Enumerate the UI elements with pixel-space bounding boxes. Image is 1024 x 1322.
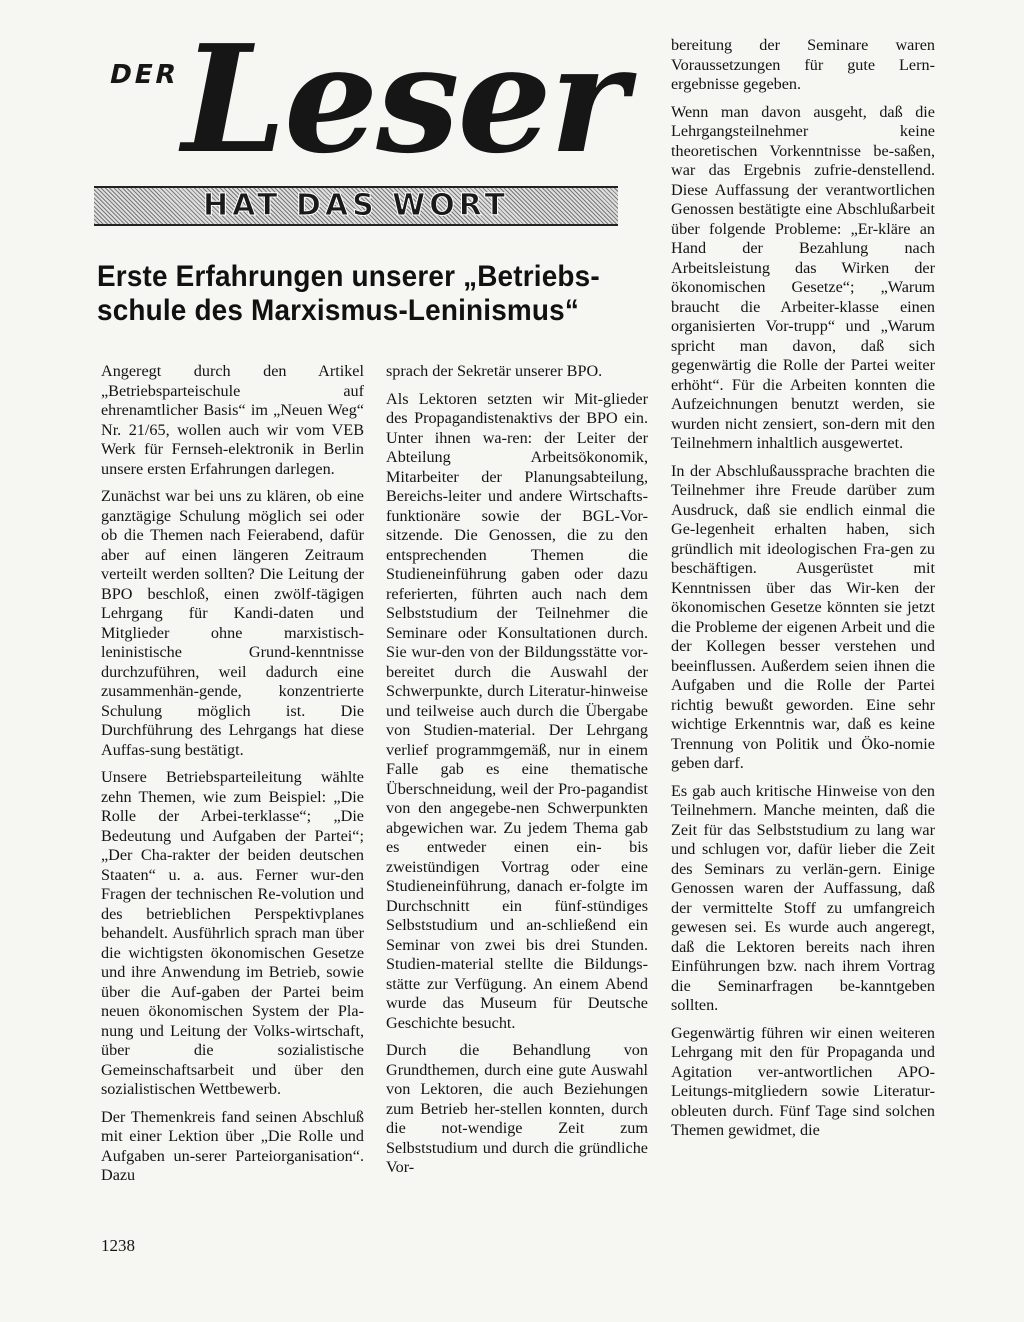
paragraph: Unsere Betriebsparteileitung wählte zehn Themen, wie zum Beispiel: „Die Rolle der Arbei-terklasse“; „Die Bedeutung und Aufgaben der Partei“; „Der Cha-rakter der beiden deutschen Staaten“ u. a. aus. Ferner wur-den Fragen der technischen Re-volution und des betrieblichen Perspektivplanes behandelt. Ausführlich sprach man über die wichtigsten ökonomischen Gesetze und ihre Anwendung im Betrieb, sowie über die Auf-gaben der Partei beim neuen ökonomischen System der Pla-nung und Leitung der Volks-wirtschaft, über die sozialistische Gemeinschaftsarbeit und über den sozialistischen Wettbewerb. — [101, 768, 364, 1098]
masthead-title: Leser — [182, 12, 626, 186]
masthead-prefix: DER — [106, 60, 182, 90]
paragraph: bereitung der Seminare waren Voraussetzungen für gute Lern-ergebnisse gegeben. — [671, 36, 935, 93]
paragraph: sprach der Sekretär unserer BPO. — [386, 362, 603, 380]
page-number: 1238 — [101, 1236, 135, 1255]
paragraph: Zunächst war bei uns zu klären, ob eine ganztägige Schulung möglich sei oder ob die Themen nach Feierabend, dafür aber auf einen längeren Zeitraum verteilt werden sollten? Die Leitung der BPO beschloß, einen zwölf-tägigen Lehrgang für Kandi-daten und Mitglieder ohne marxistisch-leninistische Grund-kenntnisse durchzuführen, weil dadurch eine zusammenhän-gende, konzentrierte Schulung möglich ist. Die Durchführung des Lehrgangs hat diese Auffas-sung bestätigt. — [101, 487, 364, 759]
paragraph: Angeregt durch den Artikel „Betriebsparteischule auf ehrenamtlicher Basis“ im „Neuen Weg“ Nr. 21/65, wollen auch wir vom VEB Werk für Fernseh-elektronik in Berlin unsere ersten Erfahrungen darlegen. — [101, 362, 364, 478]
column-middle — [386, 362, 648, 1178]
paragraph: In der Abschlußaussprache brachten die Teilnehmer ihre Freude darüber zum Ausdruck, daß sie endlich einmal die Ge-legenheit erhalten haben, sich gründlich mit ideologischen Fra-gen zu beschäftigen. Ausgerüstet mit Kenntnissen über das Wir-ken der ökonomischen Gesetze könnten sie jetzt die Probleme der eigenen Arbeit und die der Kollegen besser verstehen und beeinflussen. Außerdem seien ihnen die Aufgaben und die Rolle der Partei richtig bewußt geworden. Eine sehr wichtige Erkenntnis war, daß es keine Trennung von Politik und Öko-nomie geben darf. — [671, 461, 935, 772]
masthead-logo — [92, 12, 626, 234]
paragraph: Es gab auch kritische Hinweise von den Teilnehmern. Manche meinten, daß die Zeit für das Selbststudium zu lang war und schlugen vor, dafür lieber die Zeit des Seminars zu verlän-gern. Einige Genossen waren der Auffassung, daß der vermittelte Stoff zu umfangreich gewesen sei. Es wurde auch angeregt, daß die Lektoren bereits nach ihren Einführungen bzw. nach ihrem Vortrag die Seminarfragen be-kanntgeben sollten. — [671, 781, 935, 1014]
column-right — [671, 36, 935, 1141]
article-headline: Erste Erfahrungen unserer „Betriebs-schule des Marxismus-Leninismus“ — [97, 260, 600, 327]
paragraph: Der Themenkreis fand seinen Abschluß mit einer Lektion über „Die Rolle und Aufgaben un-serer Parteiorganisation“. Dazu — [101, 1107, 364, 1184]
column-left — [101, 362, 364, 1186]
paragraph: Als Lektoren setzten wir Mit-glieder des Propagandistenaktivs der BPO ein. Unter ihnen wa-ren: der Leiter der Abteilung Arbeitsökonomik, Mitarbeiter der Planungsabteilung, Bereichs-leiter und andere Wirtschafts-funktionäre sowie der BGL-Vor-sitzende. Die Genossen, die zu den entsprechenden Themen die Studieneinführung gaben oder dazu referierten, führten auch nach dem Selbststudium der Teilnehmer die Seminare oder Konsultationen durch. Sie wur-den von der Bildungsstätte vor-bereitet durch die Auswahl der Schwerpunkte, durch Literatur-hinweise und teilweise auch durch die Übergabe von Studien-material. Der Lehrgang verlief programmgemäß, nur in einem Falle gab es eine thematische Überschneidung, weil der Pro-pagandist von den angegebe-nen Schwerpunkten abgewichen war. Zu jedem Thema gab es entweder einen ein- bis zweistündigen Vortrag oder eine Studieneinführung, danach er-folgte im Durchschnitt ein fünf-stündiges Selbststudium und an-schließend ein Seminar von zwei bis drei Stunden. Studien-material stellte die Bildungs-stätte zur Verfügung. An einem Abend wurde das Museum für Deutsche Geschichte besucht. — [386, 389, 648, 1032]
masthead-band — [94, 186, 618, 226]
masthead-band-text: HAT DAS WORT — [203, 188, 509, 223]
paragraph: Durch die Behandlung von Grundthemen, durch eine gute Auswahl von Lektoren, die auch Beziehungen zum Betrieb her-stellen konnten, durch die not-wendige Zeit zum Selbststudium und durch die gründliche Vor- — [386, 1041, 648, 1176]
paragraph: Wenn man davon ausgeht, daß die Lehrgangsteilnehmer keine theoretischen Vorkenntnisse be-saßen, war das Ergebnis zufrie-denstellend. Diese Auffassung der verantwortlichen Genossen bestätigte eine Abschlußarbeit über folgende Probleme: „Er-kläre an Hand der Bezahlung nach Arbeitsleistung das Wirken der ökonomischen Gesetze“; „Warum braucht die Arbeiter-klasse einen organisierten Vor-trupp“ und „Warum spricht man davon, daß sich gegenwärtig die Rolle der Partei weiter erhöht“. Für die Arbeiten konnten die Aufzeichnungen benutzt werden, sie wurden nicht zensiert, son-dern mit den Teilnehmern inhaltlich ausgewertet. — [671, 102, 935, 452]
paragraph: Gegenwärtig führen wir einen weiteren Lehrgang mit den für Propaganda und Agitation ver-antwortlichen APO-Leitungs-mitgliedern sowie Literatur-obleuten durch. Fünf Tage sind solchen Themen gewidmet, die — [671, 1023, 935, 1139]
